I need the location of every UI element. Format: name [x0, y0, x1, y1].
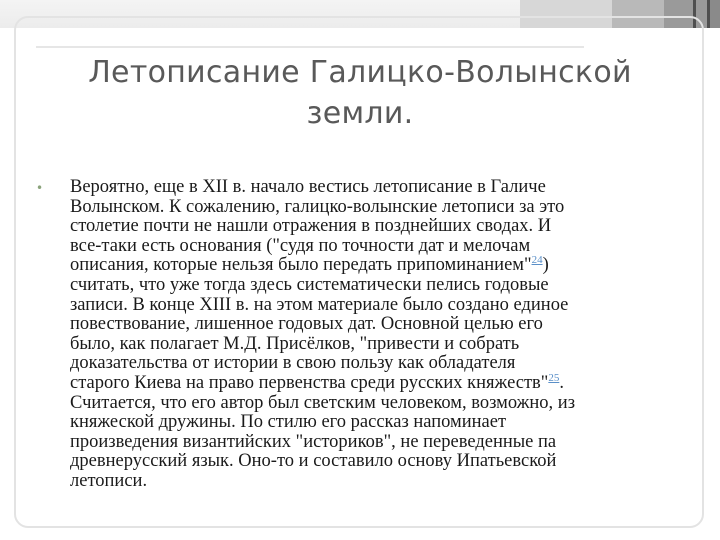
body-line: Считается, что его автор был светским человеком, возможно, из [70, 392, 576, 413]
body-line: доказательства от истории в свою пользу как обладателя [70, 353, 516, 374]
bullet-icon: • [36, 181, 44, 195]
ref-close-paren: ) [542, 255, 549, 276]
body-line: столетие почти не нашли отражения в позднейших сводах. И [70, 216, 552, 237]
body-line: было, как полагает М.Д. Присёлков, "привести и собрать [70, 333, 520, 354]
ref-close-period: . [559, 372, 564, 393]
body-line-text: описания, которые нельзя было передать припоминанием" [70, 255, 532, 276]
body-line: записи. В конце XIII в. на этом материале было создано единое [70, 294, 569, 315]
body-paragraph [54, 178, 694, 492]
slide-body [36, 177, 694, 492]
footnote-link-24[interactable]: 24 [531, 254, 543, 267]
title-line-2: земли. [306, 96, 414, 131]
body-line-with-ref [70, 256, 694, 276]
slide-title [40, 52, 680, 134]
body-line: Волынском. К сожалению, галицко-волынские летописи за это [70, 196, 565, 217]
body-line-text: старого Киева на право первенства среди русских княжеств" [70, 372, 549, 393]
frame-accent-line [36, 46, 584, 48]
body-line: княжеской дружины. По стилю его рассказ напоминает [70, 412, 507, 433]
title-line-1: Летописание Галицко-Волынской [88, 55, 632, 90]
footnote-link-25[interactable]: 25 [548, 371, 560, 384]
body-line-with-ref [70, 371, 694, 394]
body-line: все-таки есть основания ("судя по точности дат и мелочам [70, 235, 531, 256]
body-line: Вероятно, еще в XII в. начало вестись летописание в Галиче [70, 177, 546, 197]
band-divider [707, 0, 710, 28]
body-line: летописи. [70, 470, 148, 491]
body-line: произведения византийских "историков", не переведенные па [70, 431, 557, 452]
body-line: древнерусский язык. Оно-то и составило основу Ипатьевской [70, 451, 557, 472]
body-line: повествование, лишенное годовых дат. Основной целью его [70, 314, 543, 335]
body-line: считать, что уже тогда здесь систематически пелись годовые [70, 274, 549, 295]
